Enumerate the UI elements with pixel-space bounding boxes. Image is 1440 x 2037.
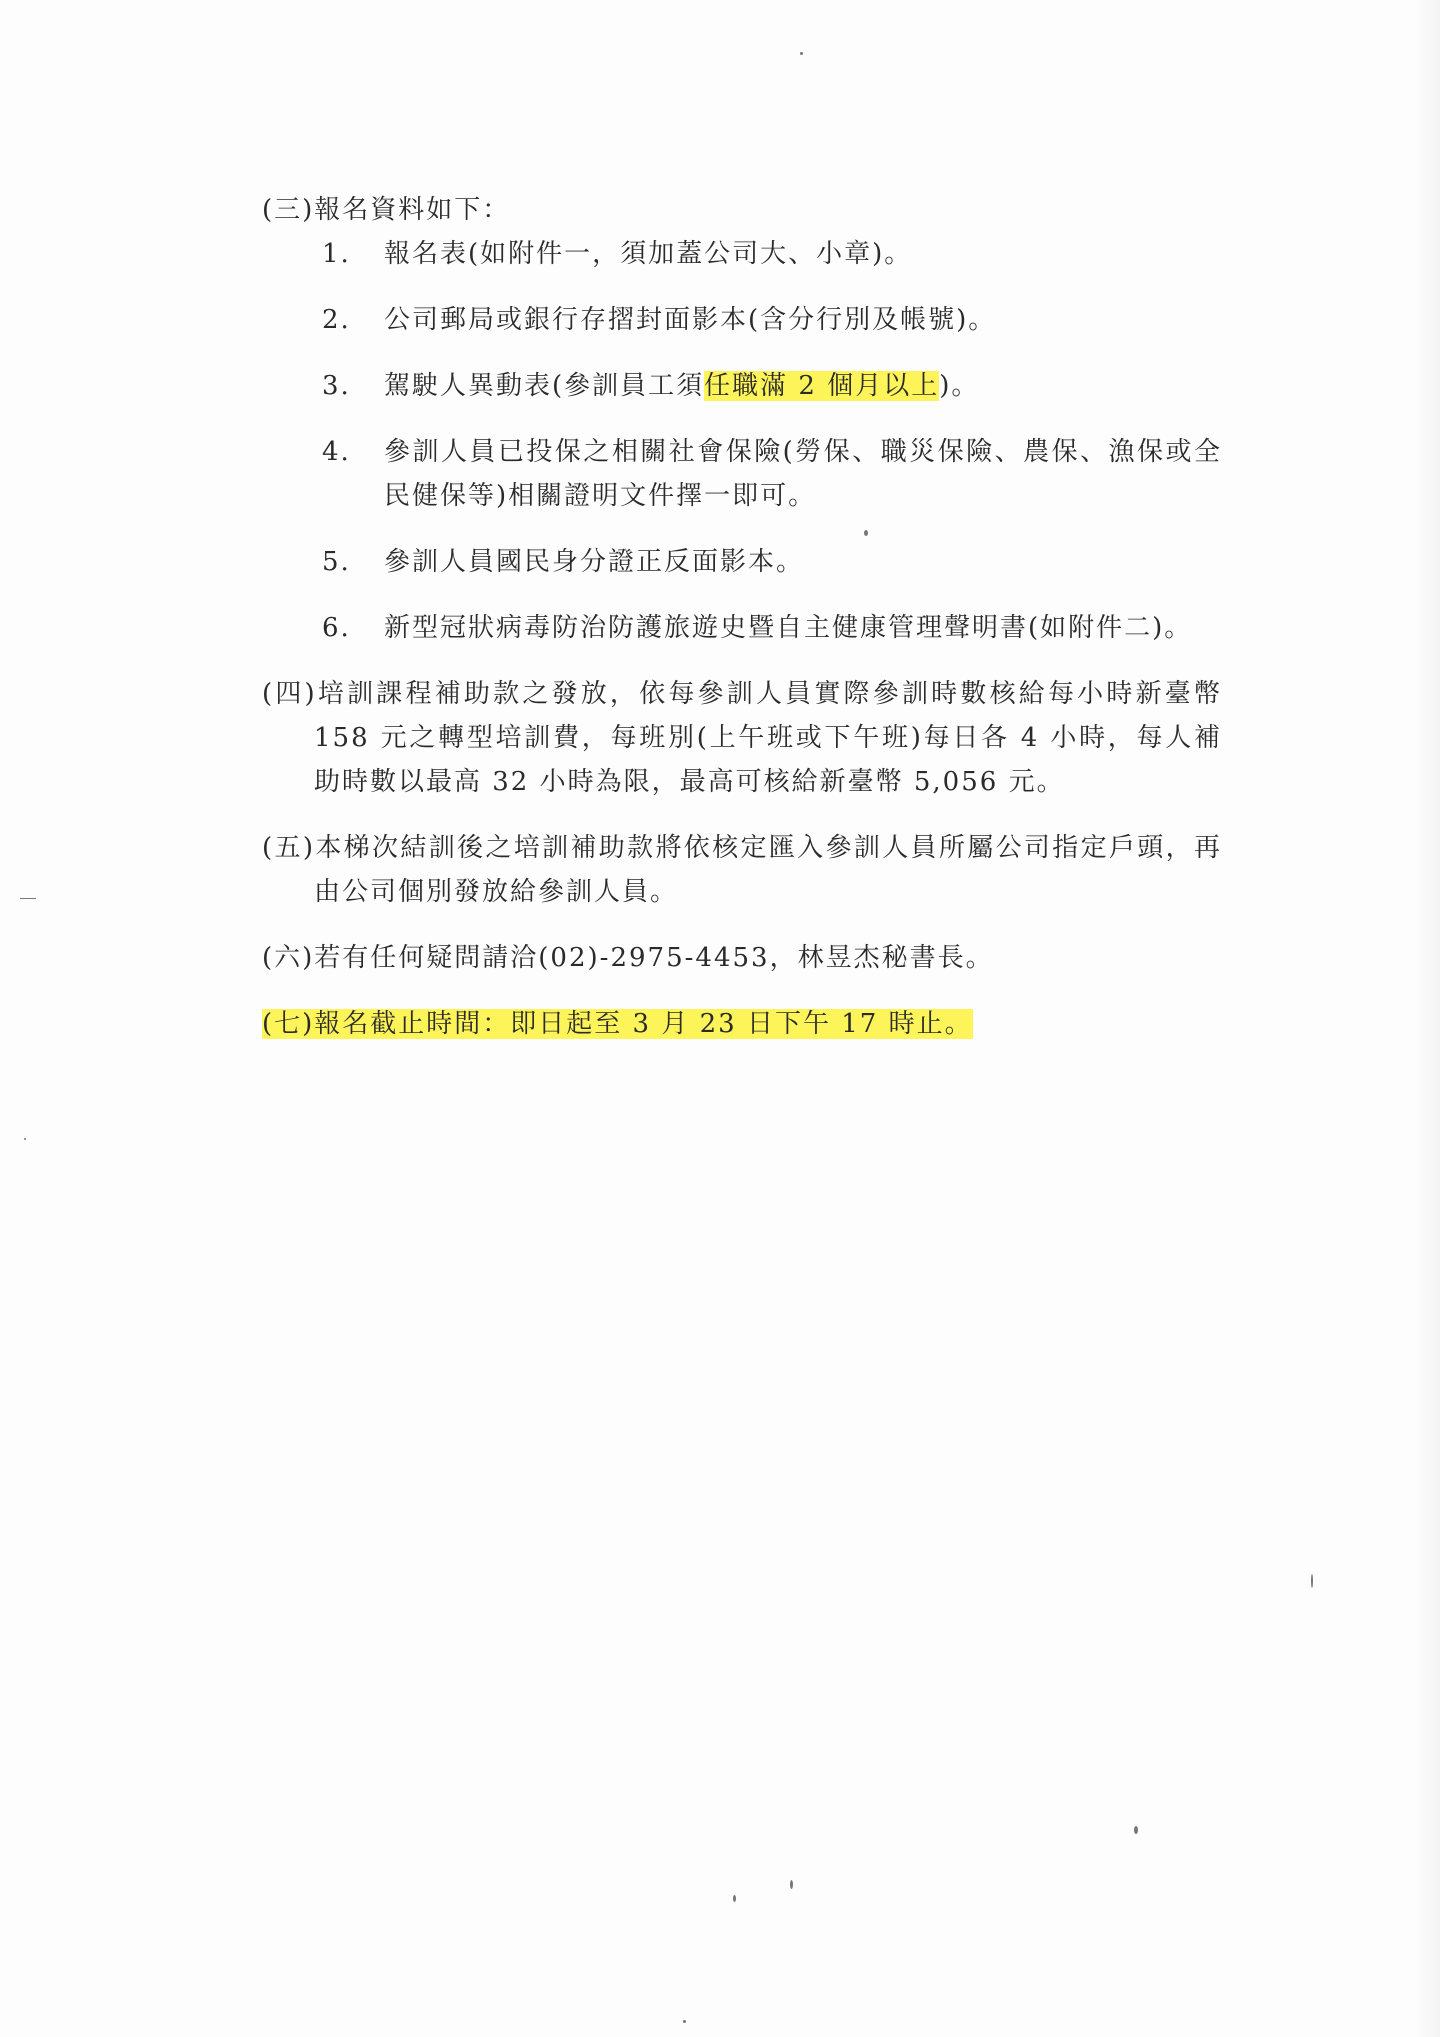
section-7-deadline — [262, 1002, 1222, 1046]
list-item-text — [384, 364, 1222, 408]
scan-speck — [683, 2020, 686, 2023]
scan-speck — [1311, 1574, 1313, 1588]
list-item-text-before: 駕駛人異動表(參訓員工須 — [384, 371, 705, 401]
list-item-text-after: )。 — [939, 371, 980, 401]
section-5-subsidy-transfer: (五)本梯次結訓後之培訓補助款將依核定匯入參訓人員所屬公司指定戶頭，再由公司個別發放給參訓人員。 — [262, 833, 1222, 907]
highlighted-deadline: (七)報名截止時間：即日起至 3 月 23 日下午 17 時止。 — [262, 1009, 973, 1039]
list-item-number: 6. — [322, 613, 351, 643]
list-item-text: 公司郵局或銀行存摺封面影本(含分行別及帳號)。 — [384, 305, 997, 335]
list-item-number: 5. — [322, 547, 351, 577]
section-3-heading: (三)報名資料如下： — [262, 195, 511, 225]
list-item — [262, 298, 1222, 342]
registration-documents-list — [262, 232, 1222, 650]
list-item-text: 參訓人員國民身分證正反面影本。 — [384, 547, 805, 577]
list-item — [262, 606, 1222, 650]
scan-speck — [790, 1880, 793, 1889]
list-item — [262, 232, 1222, 276]
scan-speck — [733, 1895, 736, 1902]
section-6-contact-info: (六)若有任何疑問請洽(02)-2975-4453，林昱杰秘書長。 — [262, 943, 994, 973]
scan-speck — [864, 530, 868, 536]
scan-speck — [24, 1138, 26, 1140]
list-item-text: 報名表(如附件一，須加蓋公司大、小章)。 — [384, 239, 913, 269]
highlighted-employment-requirement: 任職滿 2 個月以上 — [704, 371, 940, 401]
list-item-number: 2. — [322, 305, 351, 335]
list-item-number: 1. — [322, 239, 351, 269]
list-item — [262, 430, 1222, 518]
list-item — [262, 364, 1222, 408]
section-4-subsidy-payment: (四)培訓課程補助款之發放，依每參訓人員實際參訓時數核給每小時新臺幣 158 元之轉型培訓費，每班別(上午班或下午班)每日各 4 小時，每人補助時數以最高 32 小時為限，最高可核給新臺幣 5,056 元。 — [262, 679, 1222, 797]
list-item-text: 新型冠狀病毒防治防護旅遊史暨自主健康管理聲明書(如附件二)。 — [384, 613, 1193, 643]
document-body — [262, 188, 1222, 1068]
scan-speck — [800, 52, 803, 55]
scan-speck — [20, 898, 36, 899]
list-item-text: 參訓人員已投保之相關社會保險(勞保、職災保險、農保、漁保或全民健保等)相關證明文件擇一即可。 — [384, 437, 1222, 511]
list-item-number: 4. — [322, 437, 351, 467]
scan-speck — [1134, 1826, 1138, 1834]
list-item — [262, 540, 1222, 584]
list-item-number: 3. — [322, 371, 351, 401]
